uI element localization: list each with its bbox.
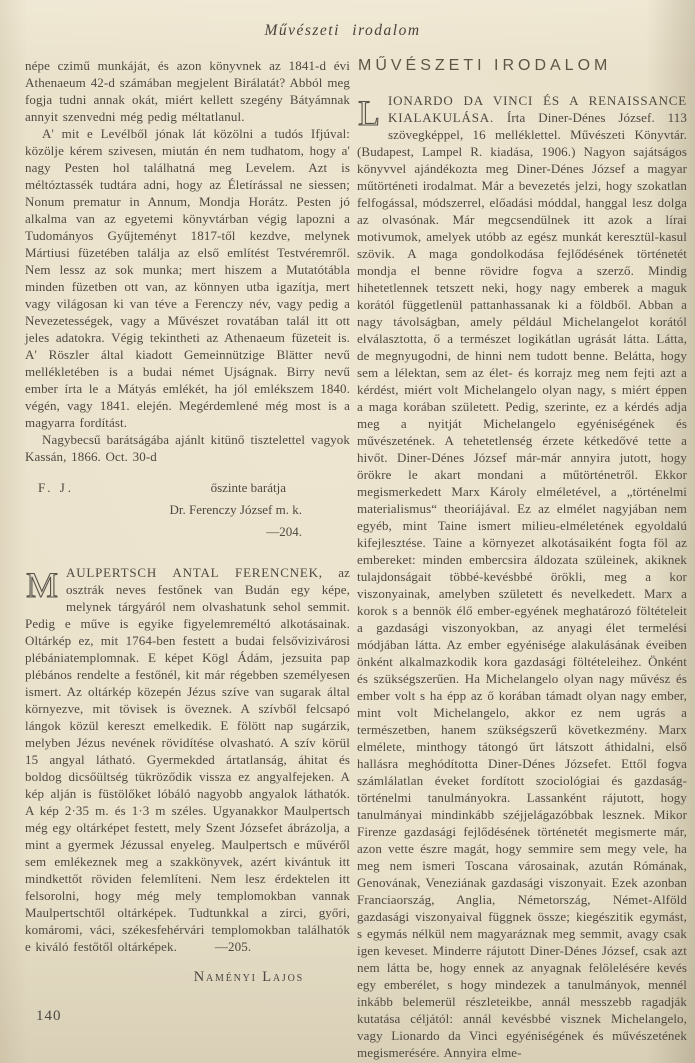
maulpertsch-lead: AULPERTSCH ANTAL FERENCNEK, [66, 565, 323, 580]
author-name: Naményi Lajos [193, 969, 304, 985]
letter-paragraph-2: A' mit e Levélből jónak lát közölni a tudós Ifjúval: közölje kérem szivesen, miután én nem tudhatom, hogy a' nagy Pesten hol találhatná meg Levelem. Azt is méltóztassék tudtára adni, hogy az Életírással ne siessen; Nonum prematur in Annum, Mondja Horátz. Pesten jó alkalma van az egyetemi könyvtárban végig lapozni a Tudományos Gyűjteményt 1817-től kezdve, melynek Mártiusi füzetében találja az első említést Testvéremről. Nem lessz az sok munka; mert hiszem a Mutatótábla minden füzetben ott van, az könnyen utba igazítja, mert vagy világosan ki van téve a Ferenczy név, vagy pedig a Nevezetességek, vagy a Művészet rovatában talál itt ott jeles adatokra. Végig tekintheti az Athenaeum füzeteit is. A' Röszler által kiadott Gemeinnützige Blätter nevű mellékletében is a budai német Ujságnak. Birry nevű ember írta le a Mátyás emlékét, ha jól emlékszem 1840. végén, vagy 1841. elején. Megérdemlené még most is a magyarra fordítást. [25, 126, 350, 430]
lionardo-body: Írta Diner-Dénes József. 113 szövegképpel, 16 melléklettel. Művészeti Könyvtár. (Budapest, Lampel R. kiadása, 1906.) Nagyon sajátságos könyvvel ajándékozta meg Diner-Dénes József a magyar műtörténeti irodalmat. Már a bevezetés jelzi, hogy szokatlan felfogással, módszerrel, előadási móddal, hanggal lesz dolga az olvasónak. Már megcsendülnek itt azok a lírai motivumok, amelyek utóbb az egész munkát keresztül-kasul szövik. A maga gondolkodása fejlődésének történetét mondja el benne rövidre fogva a szerző. Mindig hihetetlennek tetszett neki, hogy nagy emberek a maguk korától függetlenül pattanhassanak ki a földből. Abban a nagy távolságban, amely például Michelangelot korától elválasztotta, ő a természet logikátlan ugrását látta. Látta, de megnyugodni, de hinni nem tudott benne. Belátta, hogy sem a lélektan, sem az élet- és korrajz meg nem fejti azt a kérdést, miért volt Michelangelo olyan nagy, s miért éppen a maga korában született. Pedig, szerinte, ez a kérdés adja meg a nyitját Michelangelo egyéniségének és művészetének. A tehetetlenség érzete kétkedővé tette a hivőt. Diner-Dénes József már-már annyira jutott, hogy örökre le akart mondani a műtörténetről. Ekkor megismerkedett Marx Károly elméletével, a „történelmi materialismus“ theoriájával. Ez az elmélet nagyjában nem egyéb, mint Taine ismert milieu-elméletének egyoldalú kifejlesztése. Taine a környezet alkotásaiként fogta föl az embereket: minden embercsira áldozata szüleinek, akiknek tulajdonságait többé-kevésbbé örökli, meg a kor viszonyainak, amelyben született és nevelkedett. Marx a korok s a bennök élő ember-egyének meghatározó föltételeit a gazdasági viszonyokban, az anyagi élet termelési módjában látta. Az ember egyénisége alakulásának éveiben önként alkalmazkodik kora gazdasági föltételeihez. Önként és szükségszerűen. Ha Michelangelo olyan nagy művész és ember volt s ha épp az ő korában támadt olyan nagy ember, mint volt Michelangelo, akkor ez nem ugrás a természetben, hanem szükségszerű következmény. Marx elmélete, minthogy tátongó űrt látszott áthidalni, első hallásra meghódította Diner-Dénes Józsefet. Ettől fogva számlálatlan éveket fordított szociológiai és gazdaság-történelmi tanulmányokra. Lassanként rájutott, hogy tanulmányai mindinkább széjjelágazóbbak lesznek. Mikor Firenze gazdasági fejlődésének történetét megismerte már, azon vette észre magát, hogy semmire sem megy vele, ha meg nem ismeri Toscana városainak, azután Rómának, Genovának, Veneziának gazdasági viszonyait. Ezek azonban Franciaország, Anglia, Németország, Német-Alföld gazdasági viszonyaival függnek össze; kiegészitik egymást, s egymás nélkül nem magyaráznak meg semmit, avagy csak igen keveset. Minderre rájutott Diner-Dénes József, csak azt nem látta be, hogy ennek az anyagnak felölelésére kevés egy emberélet, s hogy mindezek a tanulmányok, mennél inkább belemerül részleteikbe, annál messzebb ragadják kutatása céljától: annál kevésbbé visznek Michelangelo, vagy Lionardo da Vinci egyéniségének és művészetének megismerésére. Annyira elme- [357, 110, 687, 1060]
letter-paragraph-1: népe czimű munkáját, és azon könyvnek az 1841-d évi Athenaeum 42-d számában megjelent Birálatát? Abból meg fogja tudni annak okát, miért kellett szegény Bátyámnak annyit szenvedni még pedig méltatlanul. [25, 58, 350, 124]
maulpertsch-paragraph [25, 564, 350, 955]
left-column [25, 57, 350, 986]
maulpertsch-body: az osztrák neves festőnek van Budán egy képe, melynek tárgyáról nem olvashatunk sehol semmit. Pedig e műve is egyike figyelemreméltó alkotásainak. Oltárkép ez, mit 1764-ben festett a budai felsővizivárosi plébániatemplomnak. E képet Kögl Ádám, jezsuita pap plébános rendelte a festőnél, kit már régebben személyesen ismert. Az oltárkép közepén Jézus szíve van sugarak által környezve, mit tövisek is öveznek. A szívből felcsapó lángok közül kereszt emelkedik. E fölött nap sugárzik, melyben Jézus nevének rövidítése olvasható. A szív körül 15 angyal látható. Gyermekded ártatlanság, áhitat és boldog dicsőültség tükröződik vissza ez angyalfejeken. A kép alján is füstölőket lóbáló nagyobb angyalok láthatók. A kép 2·35 m. és 1·3 m széles. Ugyanakkor Maulpertsch még egy oltárképet festett, mely Szent Józsefet ábrázolja, a mint a gyermek Jézussal enyeleg. Maulpertsch e művéről sem emlékeznek meg a szakkönyvek, azért kivántuk itt mindkettőt röviden felemlíteni. Nem lesz érdektelen itt felsorolni, hogy még mely templomokban vannak Maulpertschtől oltárképek. Tudtunkkal a zirci, győri, komáromi, váci, székesfehérvári templomokban találhatók e kiváló festőtől oltárképek. [25, 565, 350, 954]
drop-cap-l [357, 94, 381, 135]
signature-initials: F. J. [38, 480, 74, 495]
item-number-204: —204. [266, 524, 302, 539]
letter-signature-block [25, 477, 350, 543]
drop-cap-m-letter: M [26, 566, 59, 603]
lionardo-paragraph [357, 92, 687, 1061]
drop-cap-m [25, 566, 59, 607]
signature-name: Dr. Ferenczy József m. k. [169, 502, 302, 517]
page-number: 140 [36, 1008, 62, 1024]
running-header: Művészeti irodalom [264, 22, 421, 39]
section-heading: MŰVÉSZETI IRODALOM [358, 57, 612, 74]
lionardo-lead: IONARDO DA VINCI ÉS A RENAISSANCE KIALAKULÁSA. [388, 93, 687, 125]
item-number-205: —205. [214, 939, 252, 954]
maulpertsch-article [25, 564, 350, 986]
drop-cap-l-letter: L [358, 94, 381, 131]
letter-paragraph-3: Nagybecsű barátságába ajánlt kitünő tisztelettel vagyok Kassán, 1866. Oct. 30-d [25, 432, 350, 464]
signature-closing: őszinte barátja [210, 480, 286, 495]
signature-row [25, 477, 350, 499]
right-column [357, 55, 687, 1061]
